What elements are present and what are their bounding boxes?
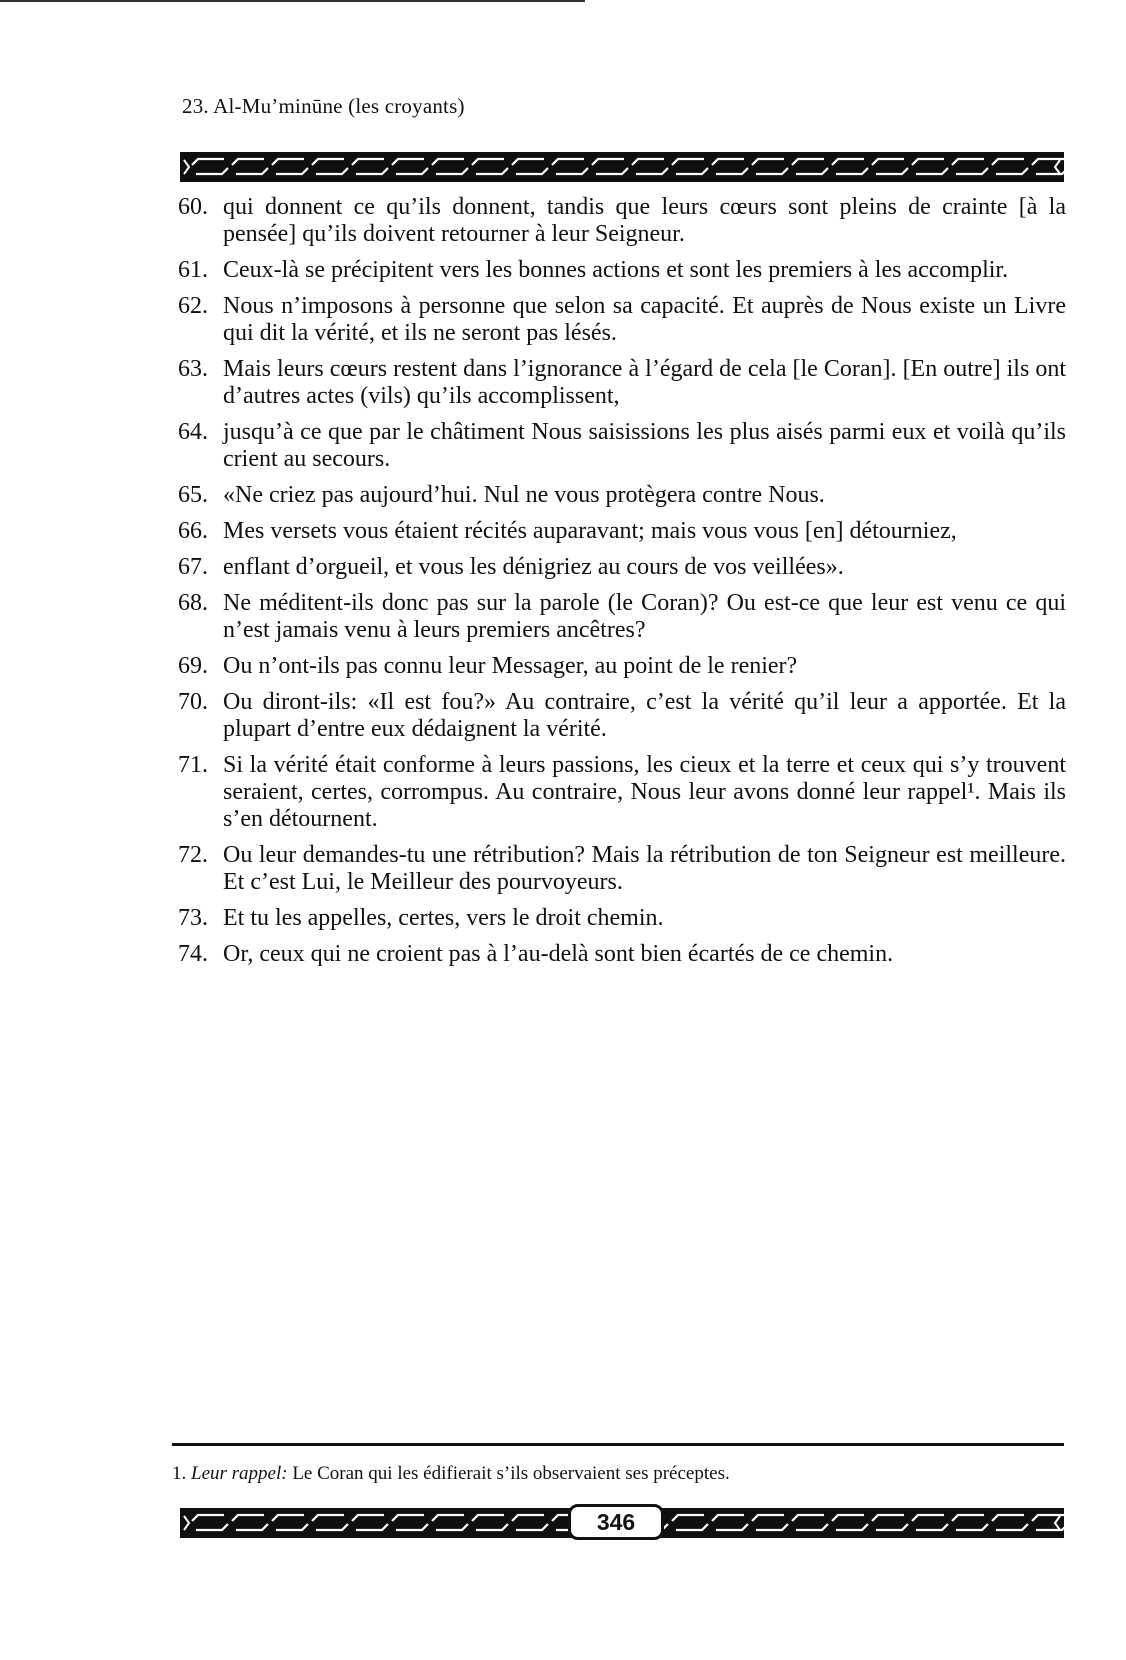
- footnote-marker: 1.: [172, 1463, 187, 1484]
- verse-item: [178, 518, 1066, 545]
- verse-text: jusqu’à ce que par le châtiment Nous saisissions les plus aisés parmi eux et voilà qu’ils crient au secours.: [223, 419, 1066, 472]
- verse-item: [178, 590, 1066, 644]
- verse-text: qui donnent ce qu’ils donnent, tandis que leurs cœurs sont pleins de crainte [à la pensée] qu’ils doivent retourner à leur Seigneur.: [223, 194, 1066, 247]
- verse-number: 69.: [178, 653, 208, 679]
- verse-text: Nous n’imposons à personne que selon sa capacité. Et auprès de Nous existe un Livre qui dit la vérité, et ils ne seront pas lésés.: [223, 293, 1066, 346]
- verse-text: Mais leurs cœurs restent dans l’ignorance à l’égard de cela [le Coran]. [En outre] ils ont d’autres actes (vils) qu’ils accomplissent,: [223, 356, 1066, 409]
- verse-number: 73.: [178, 905, 208, 931]
- verse-number: 63.: [178, 356, 208, 382]
- verse-item: [178, 356, 1066, 410]
- verse-item: [178, 419, 1066, 473]
- page-header: 23. Al-Mu’minūne (les croyants): [182, 94, 465, 118]
- verse-number: 65.: [178, 482, 208, 508]
- verse-number: 66.: [178, 518, 208, 544]
- verse-item: [178, 293, 1066, 347]
- verse-number: 72.: [178, 842, 208, 868]
- verse-number: 67.: [178, 554, 208, 580]
- verse-number: 70.: [178, 689, 208, 715]
- verse-item: [178, 653, 1066, 680]
- verse-item: [178, 752, 1066, 833]
- verse-text: Ne méditent-ils donc pas sur la parole (le Coran)? Ou est-ce que leur est venu ce qui n’est jamais venu à leurs premiers ancêtres?: [223, 590, 1066, 643]
- verse-text: «Ne criez pas aujourd’hui. Nul ne vous protègera contre Nous.: [223, 482, 825, 508]
- verse-list: [178, 194, 1066, 977]
- verse-text: Or, ceux qui ne croient pas à l’au-delà sont bien écartés de ce chemin.: [223, 941, 894, 967]
- footnote: [172, 1463, 730, 1485]
- verse-text: enflant d’orgueil, et vous les dénigriez au cours de vos veillées».: [223, 554, 844, 580]
- page-number: 346: [568, 1504, 664, 1540]
- verse-item: [178, 941, 1066, 968]
- top-scan-rule: [0, 0, 585, 2]
- verse-number: 71.: [178, 752, 208, 778]
- verse-item: [178, 689, 1066, 743]
- verse-item: [178, 842, 1066, 896]
- verse-item: [178, 257, 1066, 284]
- verse-item: [178, 194, 1066, 248]
- verse-text: Ou diront-ils: «Il est fou?» Au contraire, c’est la vérité qu’il leur a apportée. Et la plupart d’entre eux dédaignent la vérité.: [223, 689, 1066, 742]
- verse-item: [178, 482, 1066, 509]
- footnote-divider: [172, 1443, 1064, 1446]
- verse-text: Ou leur demandes-tu une rétribution? Mais la rétribution de ton Seigneur est meilleure. Et c’est Lui, le Meilleur des pourvoyeurs.: [223, 842, 1066, 895]
- verse-item: [178, 905, 1066, 932]
- verse-number: 61.: [178, 257, 208, 283]
- verse-number: 64.: [178, 419, 208, 445]
- footnote-text: Le Coran qui les édifierait s’ils observaient ses préceptes.: [292, 1463, 730, 1484]
- chain-ornament-icon: [180, 152, 1064, 182]
- verse-text: Ceux-là se précipitent vers les bonnes actions et sont les premiers à les accomplir.: [223, 257, 1009, 283]
- verse-number: 62.: [178, 293, 208, 319]
- verse-number: 68.: [178, 590, 208, 616]
- verse-text: Et tu les appelles, certes, vers le droit chemin.: [223, 905, 664, 931]
- footnote-term: Leur rappel:: [191, 1463, 288, 1484]
- verse-text: Si la vérité était conforme à leurs passions, les cieux et la terre et ceux qui s’y trouvent seraient, certes, corrompus. Au contraire, Nous leur avons donné leur rappel¹. Mais ils s’en détournent.: [223, 752, 1066, 832]
- verse-text: Mes versets vous étaient récités auparavant; mais vous vous [en] détourniez,: [223, 518, 957, 544]
- verse-number: 74.: [178, 941, 208, 967]
- verse-item: [178, 554, 1066, 581]
- verse-number: 60.: [178, 194, 208, 220]
- verse-text: Ou n’ont-ils pas connu leur Messager, au point de le renier?: [223, 653, 798, 679]
- top-ornament-band: [180, 152, 1064, 182]
